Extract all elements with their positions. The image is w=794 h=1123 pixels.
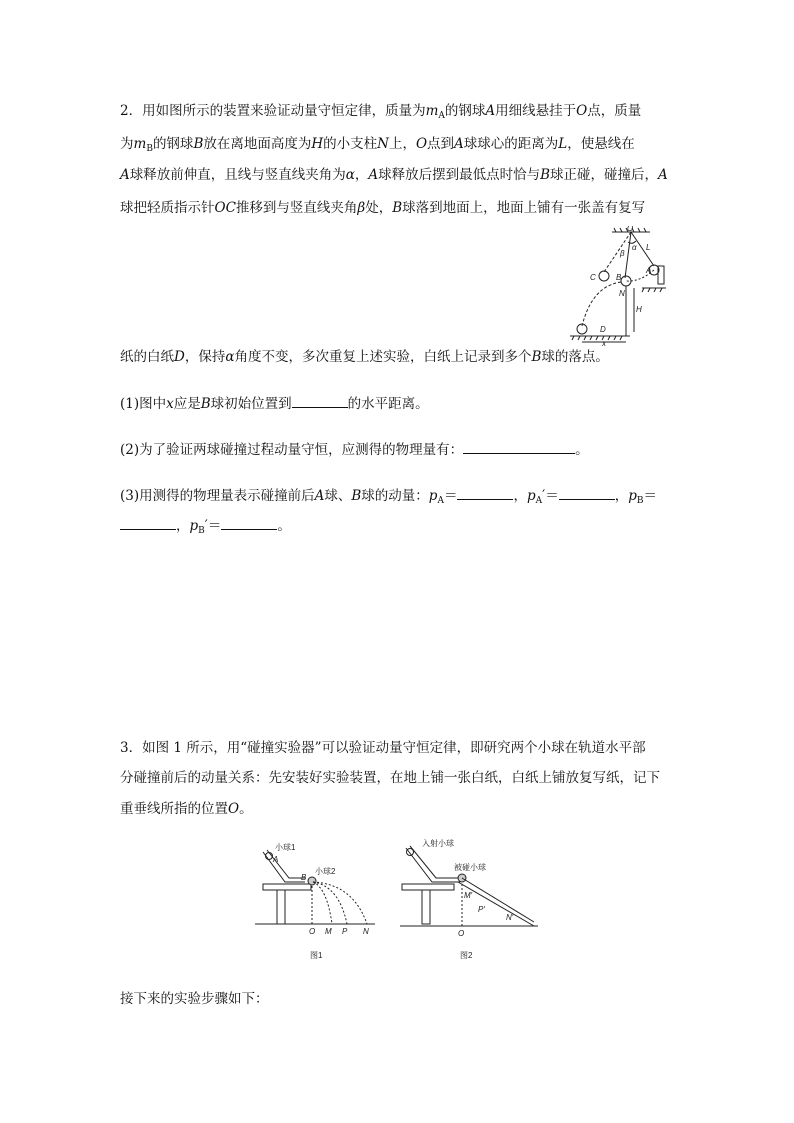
answer-blank-2[interactable] (463, 439, 575, 454)
label-ball-1: 小球1 (275, 843, 296, 852)
answer-blank-pa-prime[interactable] (559, 485, 615, 500)
label-b: B (616, 273, 622, 282)
label-c: C (590, 273, 596, 282)
label-m: M (325, 927, 332, 936)
label-p: P (342, 927, 348, 936)
trajectory (582, 282, 621, 326)
table-leg (422, 890, 430, 924)
label-alpha: α (632, 243, 637, 252)
label-target: 被碰小球 (454, 863, 486, 872)
q3-line-2: 分碰撞前后的动量关系：先安装好实验装置，在地上铺一张白纸，白纸上铺放复写纸，记下 (120, 770, 660, 786)
ball-2 (308, 877, 316, 885)
q2-line-4: 球把轻质指示针OC推移到与竖直线夹角β处，B球落到地面上，地面上铺有一张盖有复写 (120, 200, 646, 216)
q2-subquestion-1: (1)图中x应是B球初始位置到 的水平距离。 (120, 390, 688, 418)
label-a: A (273, 855, 279, 864)
target-ball (458, 874, 466, 882)
figure-1-caption: 图1 (310, 951, 323, 960)
q2-line-1: 2．用如图所示的装置来验证动量守恒定律，质量为$m_A$的钢球A用细线悬挂于O点，质量 (120, 103, 642, 121)
q2-line-2: 为$m_B$的钢球B放在离地面高度为H的小支柱N上，O点到A球球心的距离为L，使悬线在 (120, 136, 635, 154)
label-beta: β (620, 249, 625, 258)
q2-line-3: A球释放前伸直，且线与竖直线夹角为α，A球释放后摆到最低点时恰与B球正碰，碰撞后，A (120, 167, 668, 183)
q2-subquestion-3-cont: ，$p_B'=$ 。 (120, 512, 688, 545)
figure-1 (255, 838, 385, 964)
label-n: N (363, 927, 369, 936)
string-ob (625, 232, 631, 278)
q2-subquestion-3: (3)用测得的物理量表示碰撞前后A球、B球的动量：$p_A=$ ，$p_A'=$ ，$p_B=$ (120, 482, 688, 515)
label-n-prime: N′ (506, 913, 514, 922)
pendulum-collision-figure (570, 226, 682, 346)
q3-next-steps: 接下来的实验步骤如下： (120, 991, 269, 1007)
trajectory-n (313, 882, 367, 924)
label-n: N (619, 289, 625, 298)
ball-b (621, 276, 631, 286)
label-b: B (301, 873, 307, 882)
ball-c (599, 271, 609, 281)
label-o: O (627, 226, 634, 233)
table-top (402, 884, 454, 890)
q3-line-1: 3．如图 1 所示，用“碰撞实验器”可以验证动量守恒定律，即研究两个小球在轨道水平部 (120, 740, 646, 756)
q3-line-3: 重垂线所指的位置O。 (120, 801, 253, 817)
trajectory-p (313, 882, 347, 924)
label-o: O (309, 927, 316, 936)
answer-blank-pb[interactable] (120, 515, 176, 530)
table-top (263, 884, 311, 890)
label-a: A (646, 266, 652, 275)
ramp (406, 848, 460, 882)
table-leg (277, 890, 285, 924)
q2-subquestion-2: (2)为了验证两球碰撞过程动量守恒，应测得的物理量有： 。 (120, 436, 688, 464)
label-h: H (636, 305, 642, 314)
answer-blank-pb-prime[interactable] (221, 515, 277, 530)
q2-line-5: 纸的白纸D，保持α角度不变，多次重复上述实验，白纸上记录到多个B球的落点。 (120, 349, 609, 365)
trajectory-m (313, 882, 332, 924)
label-d: D (600, 325, 606, 334)
label-ball-2: 小球2 (315, 867, 336, 876)
label-p-prime: P′ (478, 905, 485, 914)
answer-blank-1[interactable] (292, 393, 348, 408)
label-l: L (646, 243, 651, 252)
incident-ball (407, 849, 414, 856)
label-incident: 入射小球 (422, 839, 454, 848)
label-o: O (458, 929, 465, 938)
incline (458, 882, 534, 926)
answer-blank-pa[interactable] (457, 485, 513, 500)
figure-2 (398, 836, 540, 964)
figure-2-caption: 图2 (460, 951, 473, 960)
label-m-prime: M′ (464, 891, 473, 900)
label-x: x (602, 339, 606, 346)
